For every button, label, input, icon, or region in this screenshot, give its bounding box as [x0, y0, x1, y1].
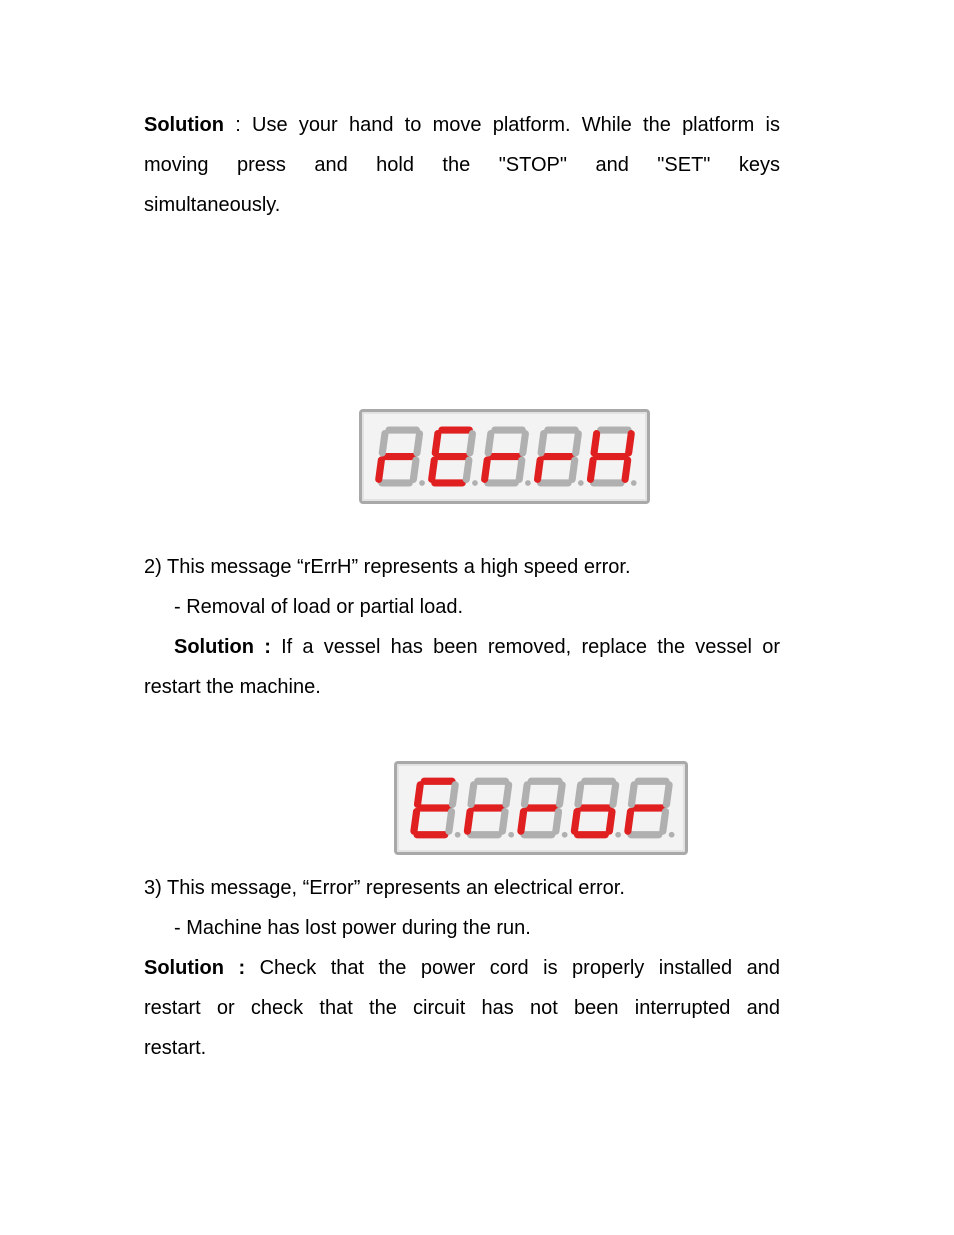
segment-e — [538, 460, 541, 479]
seven-segment-digits — [397, 764, 685, 852]
decimal-point — [472, 480, 478, 486]
seven-segment-digits — [362, 412, 647, 501]
section-3-solution-line-3: restart. — [144, 1037, 207, 1059]
decimal-point — [578, 480, 584, 486]
segment-c — [502, 812, 505, 832]
decimal-point — [525, 480, 531, 486]
segment-b — [417, 434, 420, 453]
segment-f — [578, 785, 581, 805]
section-3-solution-line-1 — [144, 948, 780, 988]
segment-e — [379, 460, 382, 479]
segment-b — [613, 785, 616, 805]
decimal-point — [419, 480, 425, 486]
digit-h — [590, 430, 636, 486]
decimal-point — [508, 832, 514, 838]
segment-c — [609, 812, 612, 832]
digit-r — [379, 430, 425, 486]
decimal-point — [631, 480, 637, 486]
segment-c — [625, 460, 628, 479]
segment-c — [663, 812, 666, 832]
solution-text: If a vessel has been removed, replace the vessel or — [270, 636, 780, 658]
segment-e — [628, 812, 631, 832]
segment-f — [594, 434, 597, 453]
section-3-cause: - Machine has lost power during the run. — [174, 917, 531, 939]
decimal-point — [562, 832, 568, 838]
segment-b — [506, 785, 509, 805]
digit-r — [467, 781, 514, 837]
seven-segment-display-error — [394, 761, 688, 855]
segment-b — [470, 434, 473, 453]
segment-c — [466, 460, 469, 479]
segment-f — [435, 434, 438, 453]
solution-text: : Use your hand to move platform. While the platform is — [223, 114, 780, 136]
decimal-point — [615, 832, 621, 838]
solution-line-3: simultaneously. — [144, 194, 281, 216]
segment-b — [559, 785, 562, 805]
segment-f — [382, 434, 385, 453]
section-3-heading: 3) This message, “Error” represents an electrical error. — [144, 877, 625, 899]
digit-e — [432, 430, 478, 486]
digit-r — [485, 430, 531, 486]
segment-e — [414, 812, 417, 832]
segment-c — [556, 812, 559, 832]
segment-b — [523, 434, 526, 453]
section-2-solution-line-2: restart the machine. — [144, 676, 321, 698]
segment-c — [519, 460, 522, 479]
segment-f — [418, 785, 421, 805]
segment-b — [576, 434, 579, 453]
decimal-point — [455, 832, 461, 838]
segment-f — [525, 785, 528, 805]
decimal-point — [669, 832, 675, 838]
digit-r — [538, 430, 584, 486]
segment-f — [631, 785, 634, 805]
solution-label: Solution : — [144, 957, 246, 979]
segment-e — [574, 812, 577, 832]
segment-b — [629, 434, 632, 453]
segment-c — [572, 460, 575, 479]
section-2-heading: 2) This message “rErrH” represents a high speed error. — [144, 556, 631, 578]
solution-line-1 — [144, 105, 780, 145]
segment-b — [666, 785, 669, 805]
segment-b — [453, 785, 456, 805]
solution-label: Solution — [144, 114, 224, 136]
segment-c — [413, 460, 416, 479]
segment-f — [488, 434, 491, 453]
digit-o — [574, 781, 621, 837]
segment-e — [485, 460, 488, 479]
solution-label: Solution : — [174, 636, 271, 658]
solution-text: Check that the power cord is properly installed and — [245, 957, 780, 979]
section-2-solution-line-1 — [144, 627, 780, 667]
segment-f — [471, 785, 474, 805]
section-3-solution-line-2: restart or check that the circuit has not been interrupted and — [144, 997, 780, 1019]
segment-e — [590, 460, 593, 479]
digit-r — [628, 781, 675, 837]
segment-e — [521, 812, 524, 832]
segment-f — [541, 434, 544, 453]
segment-c — [449, 812, 452, 832]
segment-e — [432, 460, 435, 479]
digit-e — [414, 781, 461, 837]
digit-r — [521, 781, 568, 837]
section-2-cause: - Removal of load or partial load. — [174, 596, 464, 618]
solution-line-2: moving press and hold the "STOP" and "SET" keys — [144, 154, 780, 176]
segment-e — [467, 812, 470, 832]
seven-segment-display-rerrh — [359, 409, 650, 504]
